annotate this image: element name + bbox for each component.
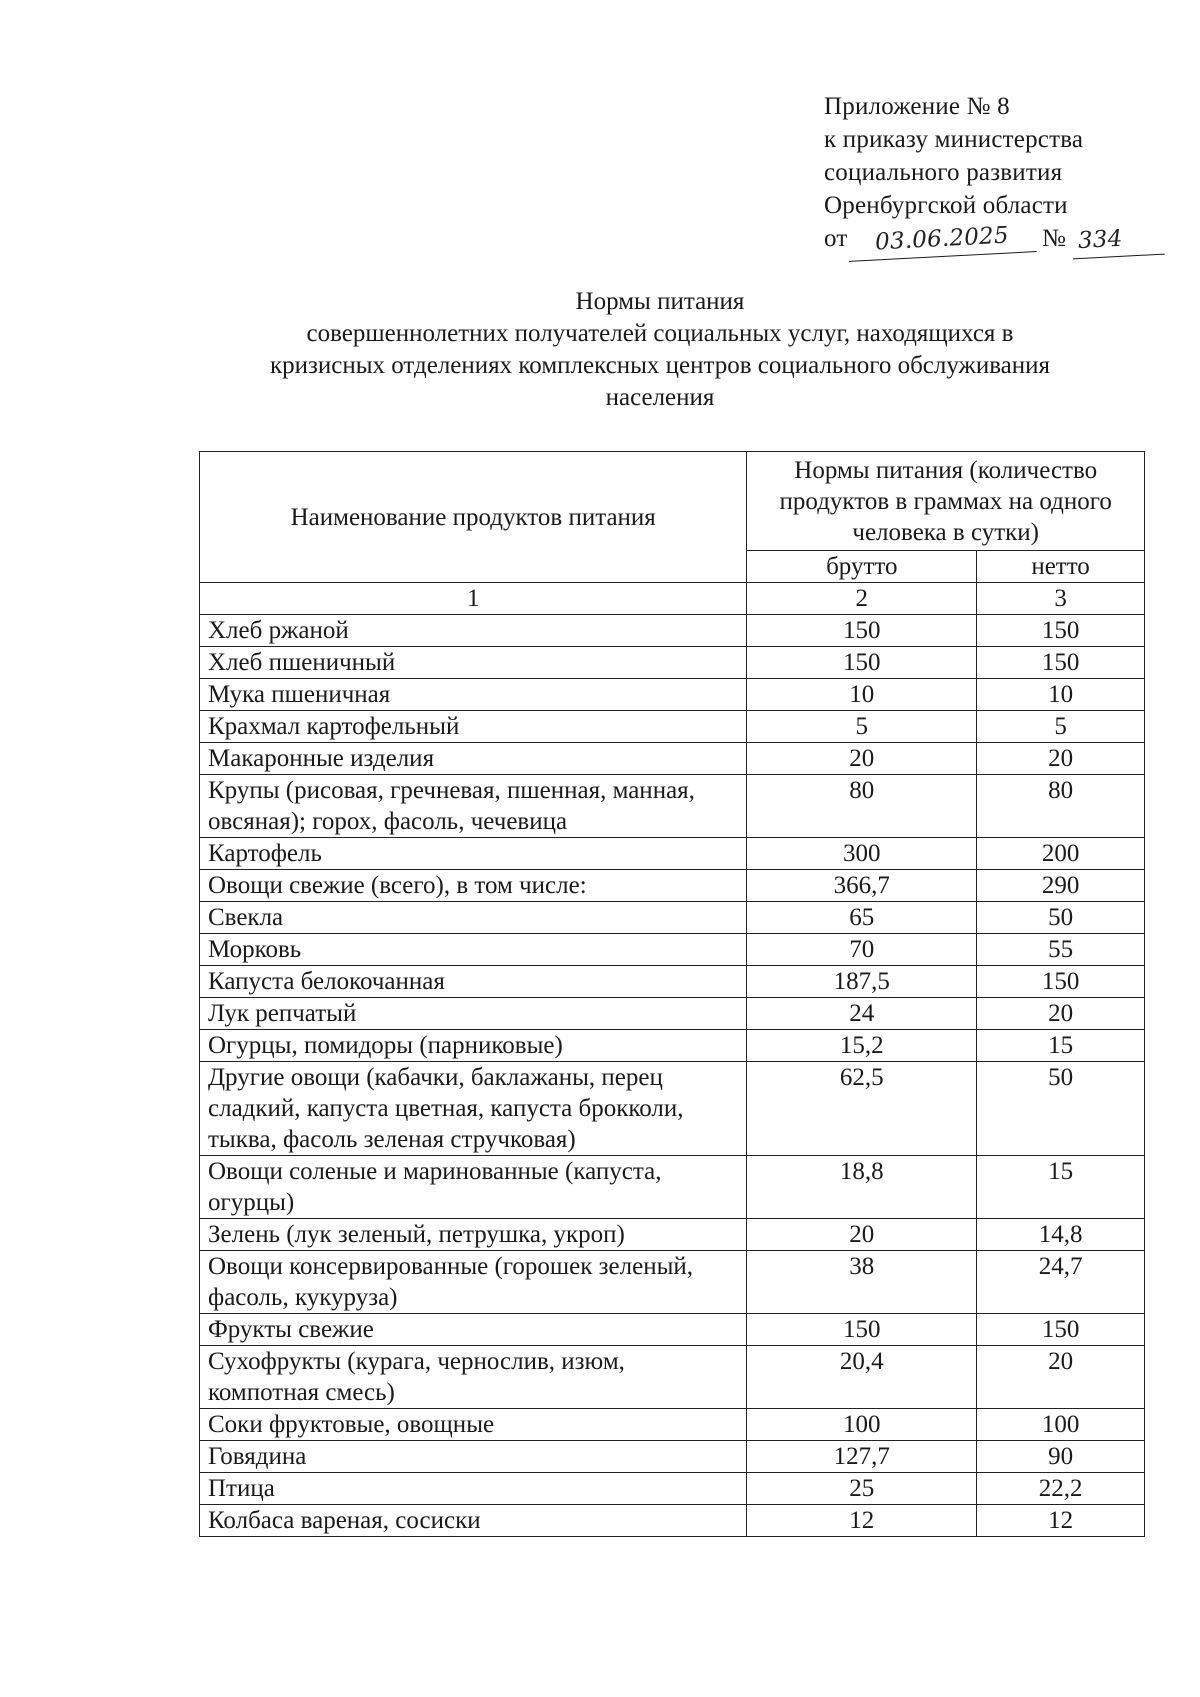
- product-name-cell: Морковь: [200, 934, 747, 966]
- product-name-cell: Крахмал картофельный: [200, 711, 747, 743]
- table-row: [200, 1251, 1145, 1314]
- header-product-name: Наименование продуктов питания: [200, 452, 747, 583]
- header-netto: нетто: [977, 551, 1145, 583]
- product-name-cell: Мука пшеничная: [200, 679, 747, 711]
- netto-cell: 5: [977, 711, 1145, 743]
- brutto-cell: 80: [747, 775, 977, 838]
- handwritten-order-number: 334: [1072, 221, 1166, 260]
- table-row: [200, 870, 1145, 902]
- brutto-cell: 127,7: [747, 1441, 977, 1473]
- brutto-cell: 150: [747, 1314, 977, 1346]
- brutto-cell: 20,4: [747, 1346, 977, 1409]
- netto-cell: 150: [977, 1314, 1145, 1346]
- netto-cell: 24,7: [977, 1251, 1145, 1314]
- netto-cell: 15: [977, 1030, 1145, 1062]
- brutto-cell: 62,5: [747, 1062, 977, 1156]
- brutto-cell: 18,8: [747, 1156, 977, 1219]
- netto-cell: 22,2: [977, 1473, 1145, 1505]
- appendix-date-line: [824, 222, 1164, 257]
- brutto-cell: 15,2: [747, 1030, 977, 1062]
- table-row: [200, 1030, 1145, 1062]
- table-row: [200, 902, 1145, 934]
- netto-cell: 14,8: [977, 1219, 1145, 1251]
- brutto-cell: 20: [747, 1219, 977, 1251]
- brutto-cell: 38: [747, 1251, 977, 1314]
- product-name-cell: Овощи соленые и маринованные (капуста, огурцы): [200, 1156, 747, 1219]
- netto-cell: 150: [977, 966, 1145, 998]
- handwritten-date: 03.06.2025: [847, 218, 1037, 262]
- brutto-cell: 5: [747, 711, 977, 743]
- table-row: [200, 1219, 1145, 1251]
- header-brutto: брутто: [747, 551, 977, 583]
- product-name-cell: Капуста белокочанная: [200, 966, 747, 998]
- product-name-cell: Макаронные изделия: [200, 743, 747, 775]
- netto-cell: 200: [977, 838, 1145, 870]
- netto-cell: 100: [977, 1409, 1145, 1441]
- product-name-cell: Другие овощи (кабачки, баклажаны, перец сладкий, капуста цветная, капуста брокколи, тыква, фасоль зеленая стручковая): [200, 1062, 747, 1156]
- appendix-block: [824, 90, 1164, 257]
- table-body: [200, 615, 1145, 1537]
- table-row: [200, 743, 1145, 775]
- appendix-order-line: к приказу министерства: [824, 126, 1084, 153]
- product-name-cell: Фрукты свежие: [200, 1314, 747, 1346]
- netto-cell: 50: [977, 1062, 1145, 1156]
- table-row: [200, 934, 1145, 966]
- table-header-row: [200, 452, 1145, 551]
- netto-cell: 12: [977, 1505, 1145, 1537]
- brutto-cell: 366,7: [747, 870, 977, 902]
- table-row: [200, 647, 1145, 679]
- product-name-cell: Овощи свежие (всего), в том числе:: [200, 870, 747, 902]
- brutto-cell: 25: [747, 1473, 977, 1505]
- product-name-cell: Птица: [200, 1473, 747, 1505]
- table-row: [200, 966, 1145, 998]
- brutto-cell: 100: [747, 1409, 977, 1441]
- document-title: [200, 286, 1120, 414]
- table-row: [200, 1473, 1145, 1505]
- column-number-1: 1: [200, 583, 747, 615]
- brutto-cell: 24: [747, 998, 977, 1030]
- netto-cell: 90: [977, 1441, 1145, 1473]
- netto-cell: 150: [977, 615, 1145, 647]
- brutto-cell: 12: [747, 1505, 977, 1537]
- brutto-cell: 300: [747, 838, 977, 870]
- netto-cell: 20: [977, 998, 1145, 1030]
- brutto-cell: 65: [747, 902, 977, 934]
- column-number-3: 3: [977, 583, 1145, 615]
- product-name-cell: Соки фруктовые, овощные: [200, 1409, 747, 1441]
- table-row: [200, 1441, 1145, 1473]
- netto-cell: 80: [977, 775, 1145, 838]
- table-row: [200, 679, 1145, 711]
- product-name-cell: Крупы (рисовая, гречневая, пшенная, манная, овсяная); горох, фасоль, чечевица: [200, 775, 747, 838]
- product-name-cell: Хлеб ржаной: [200, 615, 747, 647]
- title-line-4: населения: [605, 384, 715, 411]
- header-norms: Нормы питания (количество продуктов в граммах на одного человека в сутки): [747, 452, 1145, 551]
- appendix-ministry-line: социального развития: [824, 159, 1063, 186]
- table-row: [200, 1409, 1145, 1441]
- table-row: [200, 998, 1145, 1030]
- column-number-2: 2: [747, 583, 977, 615]
- netto-cell: 20: [977, 1346, 1145, 1409]
- table-row: [200, 1062, 1145, 1156]
- netto-cell: 150: [977, 647, 1145, 679]
- product-name-cell: Зелень (лук зеленый, петрушка, укроп): [200, 1219, 747, 1251]
- column-number-row: [200, 583, 1145, 615]
- table-row: [200, 775, 1145, 838]
- product-name-cell: Сухофрукты (курага, чернослив, изюм, компотная смесь): [200, 1346, 747, 1409]
- title-line-1: Нормы питания: [575, 288, 745, 315]
- table-row: [200, 1156, 1145, 1219]
- nutrition-norms-table: [199, 451, 1145, 1537]
- table-row: [200, 1314, 1145, 1346]
- table-row: [200, 1346, 1145, 1409]
- product-name-cell: Огурцы, помидоры (парниковые): [200, 1030, 747, 1062]
- netto-cell: 15: [977, 1156, 1145, 1219]
- appendix-number: Приложение № 8: [824, 93, 1010, 120]
- title-line-3: кризисных отделениях комплексных центров социального обслуживания: [269, 352, 1051, 379]
- from-label: от: [824, 225, 848, 252]
- table-row: [200, 615, 1145, 647]
- brutto-cell: 10: [747, 679, 977, 711]
- product-name-cell: Свекла: [200, 902, 747, 934]
- title-line-2: совершеннолетних получателей социальных услуг, находящихся в: [306, 320, 1014, 347]
- brutto-cell: 150: [747, 647, 977, 679]
- brutto-cell: 20: [747, 743, 977, 775]
- netto-cell: 55: [977, 934, 1145, 966]
- product-name-cell: Лук репчатый: [200, 998, 747, 1030]
- number-label: №: [1041, 225, 1067, 252]
- brutto-cell: 70: [747, 934, 977, 966]
- product-name-cell: Овощи консервированные (горошек зеленый, фасоль, кукуруза): [200, 1251, 747, 1314]
- product-name-cell: Картофель: [200, 838, 747, 870]
- netto-cell: 50: [977, 902, 1145, 934]
- appendix-region-line: Оренбургской области: [824, 192, 1068, 219]
- netto-cell: 10: [977, 679, 1145, 711]
- product-name-cell: Хлеб пшеничный: [200, 647, 747, 679]
- table-row: [200, 711, 1145, 743]
- brutto-cell: 187,5: [747, 966, 977, 998]
- brutto-cell: 150: [747, 615, 977, 647]
- netto-cell: 20: [977, 743, 1145, 775]
- table-row: [200, 1505, 1145, 1537]
- table-row: [200, 838, 1145, 870]
- netto-cell: 290: [977, 870, 1145, 902]
- product-name-cell: Говядина: [200, 1441, 747, 1473]
- product-name-cell: Колбаса вареная, сосиски: [200, 1505, 747, 1537]
